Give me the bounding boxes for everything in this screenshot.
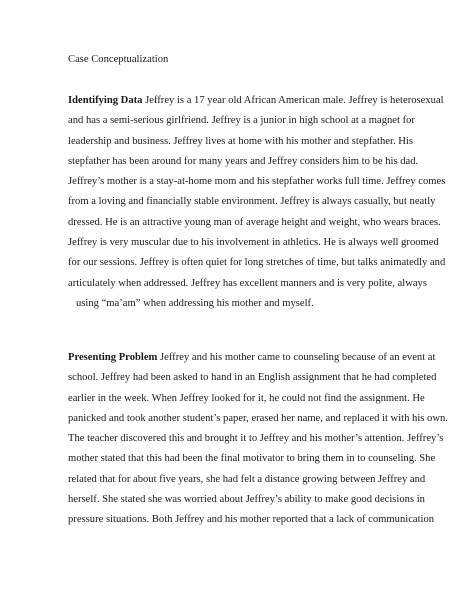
paragraph-line: herself. She stated she was worried about Jeffrey’s ability to make good decisions in	[68, 494, 425, 506]
paragraph-line: from a loving and financially stable environment. Jeffrey is always casually, but neatly	[68, 196, 436, 208]
presenting-problem-section	[68, 348, 448, 531]
paragraph-line: stepfather has been around for many years and Jeffrey considers him to be his dad.	[68, 155, 419, 167]
paragraph-line: Jeffrey’s mother is a stay-at-home mom and his stepfather works full time. Jeffrey comes	[68, 176, 446, 188]
paragraph-line: articulately when addressed. Jeffrey has excellent manners and is very polite, always	[68, 277, 427, 289]
identifying-data-section	[68, 91, 446, 314]
document-title: Case Conceptualization	[68, 54, 169, 65]
paragraph-line: mother stated that this had been the final motivator to bring them in to counseling. She	[68, 453, 436, 465]
paragraph-line: pressure situations. Both Jeffrey and his mother reported that a lack of communication	[68, 514, 435, 526]
paragraph-first-line	[68, 91, 444, 111]
paragraph-line: The teacher discovered this and brought it to Jeffrey and his mother’s attention. Jeffrey’s	[68, 433, 444, 445]
paragraph-line: panicked and took another student’s paper, erased her name, and replaced it with his own.	[68, 412, 448, 424]
paragraph-first-line	[68, 348, 436, 368]
paragraph-line: Jeffrey is very muscular due to his involvement in athletics. He is always well groomed	[68, 237, 439, 249]
paragraph-line: for our sessions. Jeffrey is often quiet for long stretches of time, but talks animatedly and	[68, 257, 446, 269]
paragraph-last-line: using “ma’am” when addressing his mother and myself.	[76, 297, 314, 309]
paragraph-line: earlier in the week. When Jeffrey looked for it, he could not find the assignment. He	[68, 392, 425, 404]
paragraph-text: Jeffrey is a 17 year old African American male. Jeffrey is heterosexual	[142, 95, 444, 106]
identifying-data-heading: Identifying Data	[68, 95, 143, 106]
paragraph-line: school. Jeffrey had been asked to hand in an English assignment that he had completed	[68, 372, 437, 384]
paragraph-line: and has a semi-serious girlfriend. Jeffrey is a junior in high school at a magnet for	[68, 115, 415, 127]
paragraph-line: related that for about five years, she had felt a distance growing between Jeffrey and	[68, 473, 426, 485]
paragraph-text: Jeffrey and his mother came to counseling because of an event at	[157, 352, 436, 363]
paragraph-line: dressed. He is an attractive young man of average height and weight, who wears braces.	[68, 216, 441, 228]
paragraph-line: leadership and business. Jeffrey lives at home with his mother and stepfather. His	[68, 135, 413, 147]
presenting-problem-heading: Presenting Problem	[68, 352, 158, 363]
